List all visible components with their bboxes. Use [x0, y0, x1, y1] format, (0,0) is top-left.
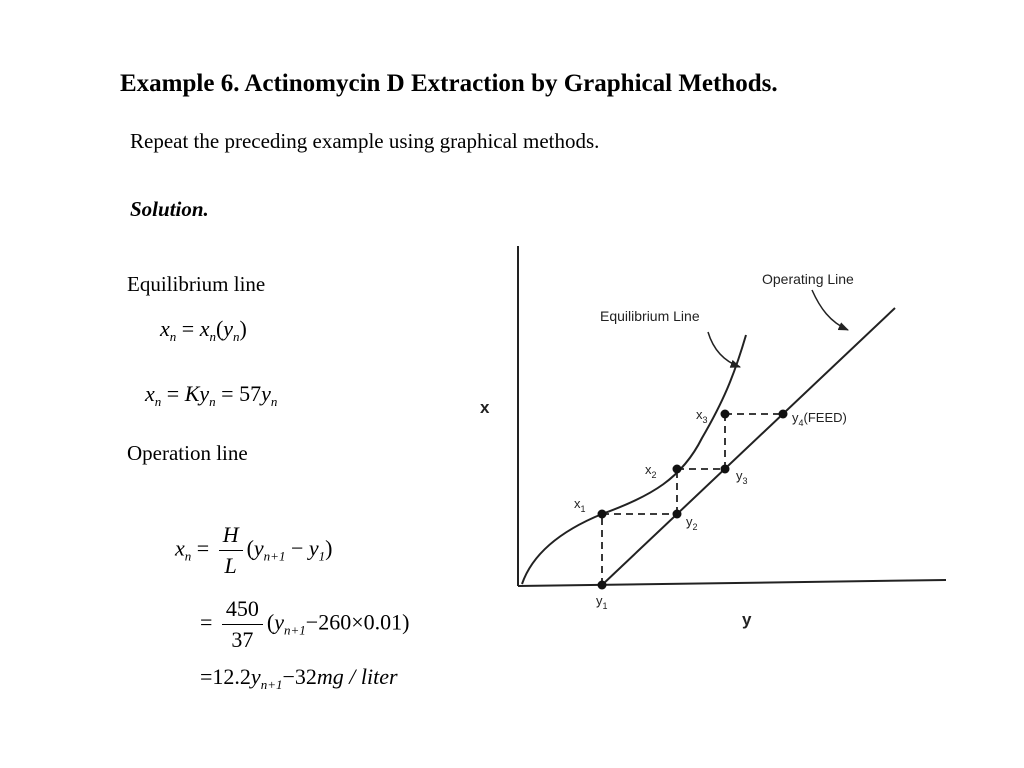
label-y1: $y_1$ — [596, 593, 608, 611]
label-x1: $x_1$ — [574, 496, 586, 514]
operating-pointer — [812, 290, 848, 330]
equilibrium-heading: Equilibrium line — [127, 272, 266, 296]
equilibrium-curve — [522, 335, 746, 584]
equilibrium-pointer — [708, 332, 740, 367]
label-y2: $y_2$ — [686, 514, 698, 532]
operating-line — [602, 308, 895, 585]
formula-operation-result: $=12.2y_{n+1}-32mg$ / liter — [200, 664, 398, 692]
point-x2 — [673, 465, 682, 474]
fraction-h-over-l: $\frac{H}{L}$ — [219, 522, 243, 579]
label-y3: $y_3$ — [736, 468, 748, 486]
point-y2 — [673, 510, 682, 519]
label-x3: $x_3$ — [696, 407, 708, 425]
point-y3 — [721, 465, 730, 474]
intro-text: Repeat the preceding example using graphical methods. — [130, 129, 600, 153]
point-y4 — [779, 410, 788, 419]
formula-equilibrium-linear: $x_n = Ky_n = 57y_n$ — [145, 381, 278, 409]
mccabe-thiele-diagram — [470, 240, 960, 640]
fraction-450-over-37: $\frac{450}{37}$ — [222, 596, 263, 653]
formula-equilibrium-general: $x_n = x_n(y_n)$ — [160, 316, 247, 344]
equilibrium-line-label: Equilibrium Line — [600, 308, 700, 324]
y-axis-label: y — [742, 610, 752, 629]
operating-line-label: Operating Line — [762, 271, 854, 287]
label-y4-feed: $y_4(FEED)$ — [792, 410, 847, 428]
formula-operation-numeric: = $\frac{450}{37}$ $(y_{n+1}-260\times 0.01)$ — [200, 596, 410, 652]
operation-heading: Operation line — [127, 441, 248, 465]
point-x1 — [598, 510, 607, 519]
solution-label: Solution. — [130, 197, 209, 221]
horizontal-axis — [518, 580, 946, 586]
label-x2: $x_2$ — [645, 462, 657, 480]
point-x3 — [721, 410, 730, 419]
point-y1 — [598, 581, 607, 590]
page-title: Example 6. Actinomycin D Extraction by Graphical Methods. — [120, 70, 778, 97]
formula-operation-general: $x_n$ = $\frac{H}{L}$ $(y_{n+1} - y_1)$ — [175, 522, 333, 578]
x-axis-label: x — [480, 398, 490, 417]
